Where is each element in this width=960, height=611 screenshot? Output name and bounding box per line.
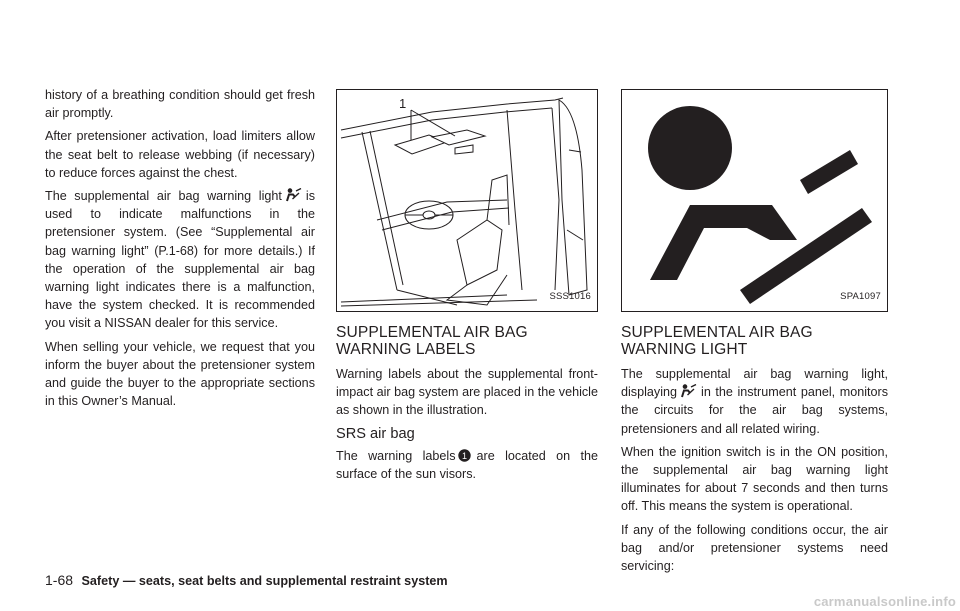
column-right xyxy=(621,86,888,580)
page-footer xyxy=(45,572,448,588)
subheading: SRS air bag xyxy=(336,425,415,442)
airbag-warning-icon xyxy=(681,384,697,398)
vehicle-interior-drawing xyxy=(337,90,597,311)
section-heading: SUPPLEMENTAL AIR BAG WARNING LABELS xyxy=(336,324,528,358)
callout-number: 1 xyxy=(399,96,407,111)
airbag-symbol-drawing xyxy=(622,90,887,311)
column-middle xyxy=(336,86,598,488)
sun-visor-label-illustration xyxy=(336,89,598,312)
section-heading: SUPPLEMENTAL AIR BAG WARNING LIGHT xyxy=(621,324,813,358)
column-left xyxy=(45,86,315,415)
paragraph: The warning labels 1 are located on the surface of the sun visors. xyxy=(336,448,598,481)
figure-code: SSS1016 xyxy=(549,290,591,302)
section-title: Safety — seats, seat belts and supplemental restraint system xyxy=(81,574,448,588)
paragraph: After pretensioner activation, load limiters allow the seat belt to release webbing (if necessary) to reduce forces against the chest. xyxy=(45,129,315,180)
paragraph: The supplemental air bag warning light is used to indicate malfunctions in the pretensioner system. (See “Supplemental air bag warning light” (P.1-68) for more details.) If the operation of the supplemental air bag warning light indicates there is a malfunction, have the system checked. It is recommended you visit a NISSAN dealer for this service. xyxy=(45,189,315,331)
paragraph: Warning labels about the supplemental front-impact air bag system are placed in the vehicle as shown in the illustration. xyxy=(336,367,598,418)
paragraph: The supplemental air bag warning light, displaying in the instrument panel, monitors the circuits for the air bag systems, pretensioners and all related wiring. xyxy=(621,367,888,436)
paragraph: If any of the following conditions occur, the air bag and/or pretensioner systems need servicing: xyxy=(621,522,888,574)
airbag-warning-light-illustration xyxy=(621,89,888,312)
page-number: 1-68 xyxy=(45,572,74,588)
paragraph: history of a breathing condition should get fresh air promptly. xyxy=(45,88,315,121)
airbag-warning-icon xyxy=(286,188,302,202)
paragraph: When selling your vehicle, we request that you inform the buyer about the pretensioner system and guide the buyer to the appropriate sections in this Owner’s Manual. xyxy=(45,339,315,409)
callout-marker-icon xyxy=(458,449,471,462)
figure-code: SPA1097 xyxy=(840,290,881,302)
paragraph: When the ignition switch is in the ON position, the supplemental air bag warning light illuminates for about 7 seconds and then turns off. This means the system is operational. xyxy=(621,444,888,514)
watermark: carmanualsonline.info xyxy=(813,594,956,609)
svg-text:1: 1 xyxy=(461,450,467,461)
